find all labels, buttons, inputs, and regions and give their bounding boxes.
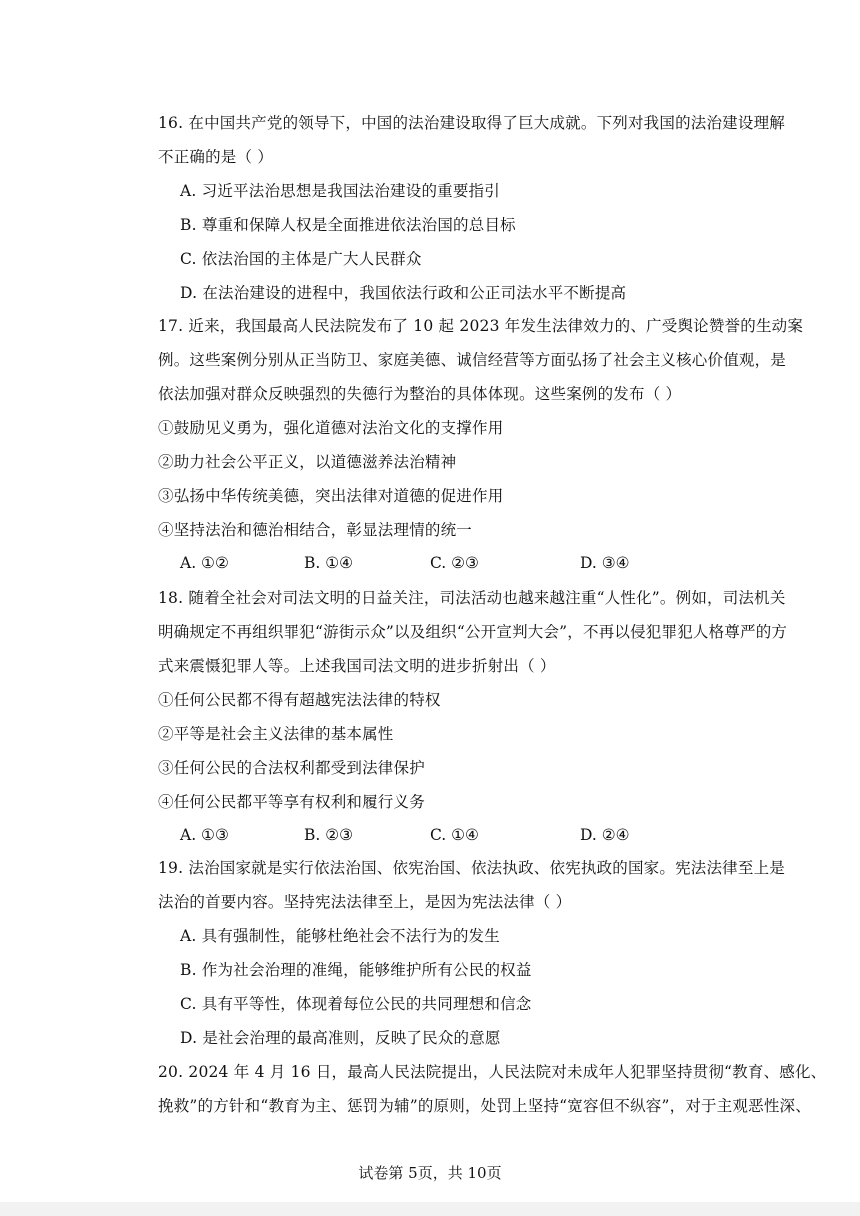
question-17-choices — [180, 552, 700, 574]
question-16-option-d: D. 在法治建设的进程中，我国依法行政和公正司法水平不断提高 — [180, 284, 627, 302]
question-17-choice-d: D. ③④ — [580, 554, 630, 572]
question-16-option-c: C. 依法治国的主体是广大人民群众 — [180, 250, 422, 268]
question-16-text-line-1: 16. 在中国共产党的领导下，中国的法治建设取得了巨大成就。下列对我国的法治建设理解 — [158, 114, 785, 132]
question-19-text-line-1: 19. 法治国家就是实行依法治国、依宪治国、依法执政、依宪执政的国家。宪法法律至上是 — [158, 859, 785, 877]
question-17-choice-a: A. ①② — [180, 554, 229, 572]
question-18-text-line-1: 18. 随着全社会对司法文明的日益关注，司法活动也越来越注重“人性化”。例如，司法机关 — [158, 589, 786, 607]
question-17-statement-3: ③弘扬中华传统美德，突出法律对道德的促进作用 — [158, 487, 504, 505]
question-18-choice-c: C. ①④ — [430, 826, 479, 844]
question-16-option-b: B. 尊重和保障人权是全面推进依法治国的总目标 — [180, 216, 516, 234]
bottom-edge — [0, 1202, 860, 1216]
question-19-text-line-2: 法治的首要内容。坚持宪法法律至上，是因为宪法法律（ ） — [158, 893, 572, 911]
question-19-option-c: C. 具有平等性，体现着每位公民的共同理想和信念 — [180, 995, 532, 1013]
question-17-choice-b: B. ①④ — [304, 554, 354, 572]
question-18-text-line-2: 明确规定不再组织罪犯“游街示众”以及组织“公开宣判大会”，不再以侵犯罪犯人格尊严的方 — [158, 623, 788, 641]
question-17-text-line-3: 依法加强对群众反映强烈的失德行为整治的具体体现。这些案例的发布（ ） — [158, 385, 682, 403]
question-17-choice-c: C. ②③ — [430, 554, 479, 572]
question-18-choice-d: D. ②④ — [580, 826, 630, 844]
question-17-statement-2: ②助力社会公平正义，以道德滋养法治精神 — [158, 453, 457, 471]
question-17-statement-4: ④坚持法治和德治相结合，彰显法理情的统一 — [158, 521, 473, 539]
question-18-statement-1: ①任何公民都不得有超越宪法法律的特权 — [158, 691, 441, 709]
question-17-text-line-1: 17. 近来，我国最高人民法院发布了 10 起 2023 年发生法律效力的、广受舆论赞誉的生动案 — [158, 317, 804, 335]
question-18-text-line-3: 式来震慑犯罪人等。上述我国司法文明的进步折射出（ ） — [158, 657, 556, 675]
question-18-choice-b: B. ②③ — [304, 826, 354, 844]
question-19-option-b: B. 作为社会治理的准绳，能够维护所有公民的权益 — [180, 961, 532, 979]
question-18-statement-3: ③任何公民的合法权利都受到法律保护 — [158, 759, 425, 777]
question-18-statement-4: ④任何公民都平等享有权利和履行义务 — [158, 793, 425, 811]
question-18-statement-2: ②平等是社会主义法律的基本属性 — [158, 725, 394, 743]
question-17-statement-1: ①鼓励见义勇为，强化道德对法治文化的支撑作用 — [158, 419, 504, 437]
question-20-text-line-2: 挽救”的方针和“教育为主、惩罚为辅”的原则，处罚上坚持“宽容但不纵容”，对于主观恶性深、 — [158, 1097, 811, 1115]
question-16-text-line-2: 不正确的是（ ） — [158, 148, 274, 166]
question-18-choices — [180, 824, 700, 846]
question-16-option-a: A. 习近平法治思想是我国法治建设的重要指引 — [180, 182, 500, 200]
question-18-choice-a: A. ①③ — [180, 826, 229, 844]
question-17-text-line-2: 例。这些案例分别从正当防卫、家庭美德、诚信经营等方面弘扬了社会主义核心价值观，是 — [158, 351, 787, 369]
question-20-text-line-1: 20. 2024 年 4 月 16 日，最高人民法院提出，人民法院对未成年人犯罪坚持贯彻“教育、感化、 — [158, 1063, 827, 1081]
question-19-option-d: D. 是社会治理的最高准则，反映了民众的意愿 — [180, 1029, 501, 1047]
page-number-footer: 试卷第 5页，共 10页 — [358, 1164, 502, 1182]
question-19-option-a: A. 具有强制性，能够杜绝社会不法行为的发生 — [180, 927, 500, 945]
